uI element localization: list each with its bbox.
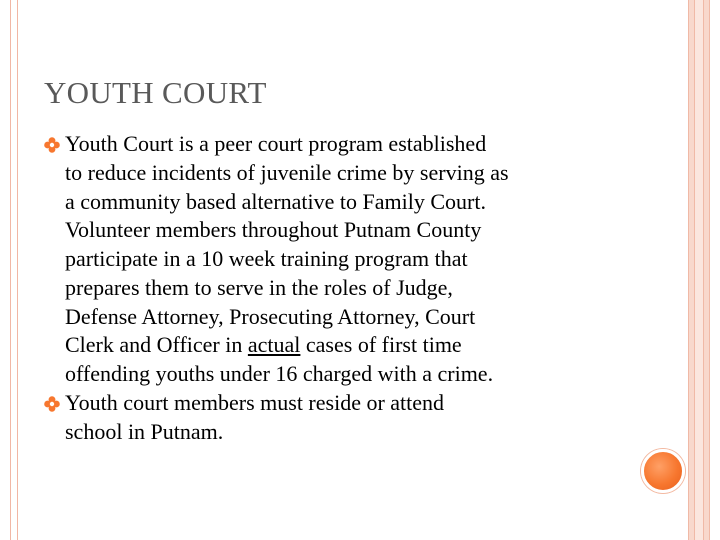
right-band-inner-decoration (694, 0, 704, 540)
left-frame-decoration (10, 0, 18, 540)
bullet-1-line-4: Volunteer members throughout Putnam County (65, 217, 482, 243)
bullet-item-1 (44, 130, 644, 389)
bullet-1-line-3: a community based alternative to Family Court. (65, 188, 486, 214)
slide-title: YOUTH COURT (44, 75, 267, 110)
bullet-1-line-8 (65, 331, 644, 360)
bullet-1-line-6: prepares them to serve in the roles of Judge, (65, 274, 453, 300)
line-8-before: Clerk and Officer in (65, 332, 248, 358)
flower-bullet-icon (44, 137, 60, 153)
bullet-2-line-2: school in Putnam. (65, 418, 224, 444)
bullet-1-line-2: to reduce incidents of juvenile crime by serving as (65, 159, 509, 185)
bullet-2-line-1: Youth court members must reside or attend (65, 389, 445, 415)
flower-bullet-icon (44, 396, 60, 412)
bullet-1-line-5: participate in a 10 week training program that (65, 246, 468, 271)
orange-circle-decoration (641, 449, 685, 493)
line-8-after: cases of first time (300, 332, 462, 358)
bullet-1-line-9: offending youths under 16 charged with a crime. (65, 361, 494, 386)
slide-body (44, 130, 644, 446)
bullet-1-line-1: Youth Court is a peer court program established (65, 131, 487, 156)
bullet-item-2 (44, 389, 644, 447)
underlined-word-actual: actual (247, 332, 301, 358)
bullet-1-line-7: Defense Attorney, Prosecuting Attorney, Court (65, 303, 476, 329)
